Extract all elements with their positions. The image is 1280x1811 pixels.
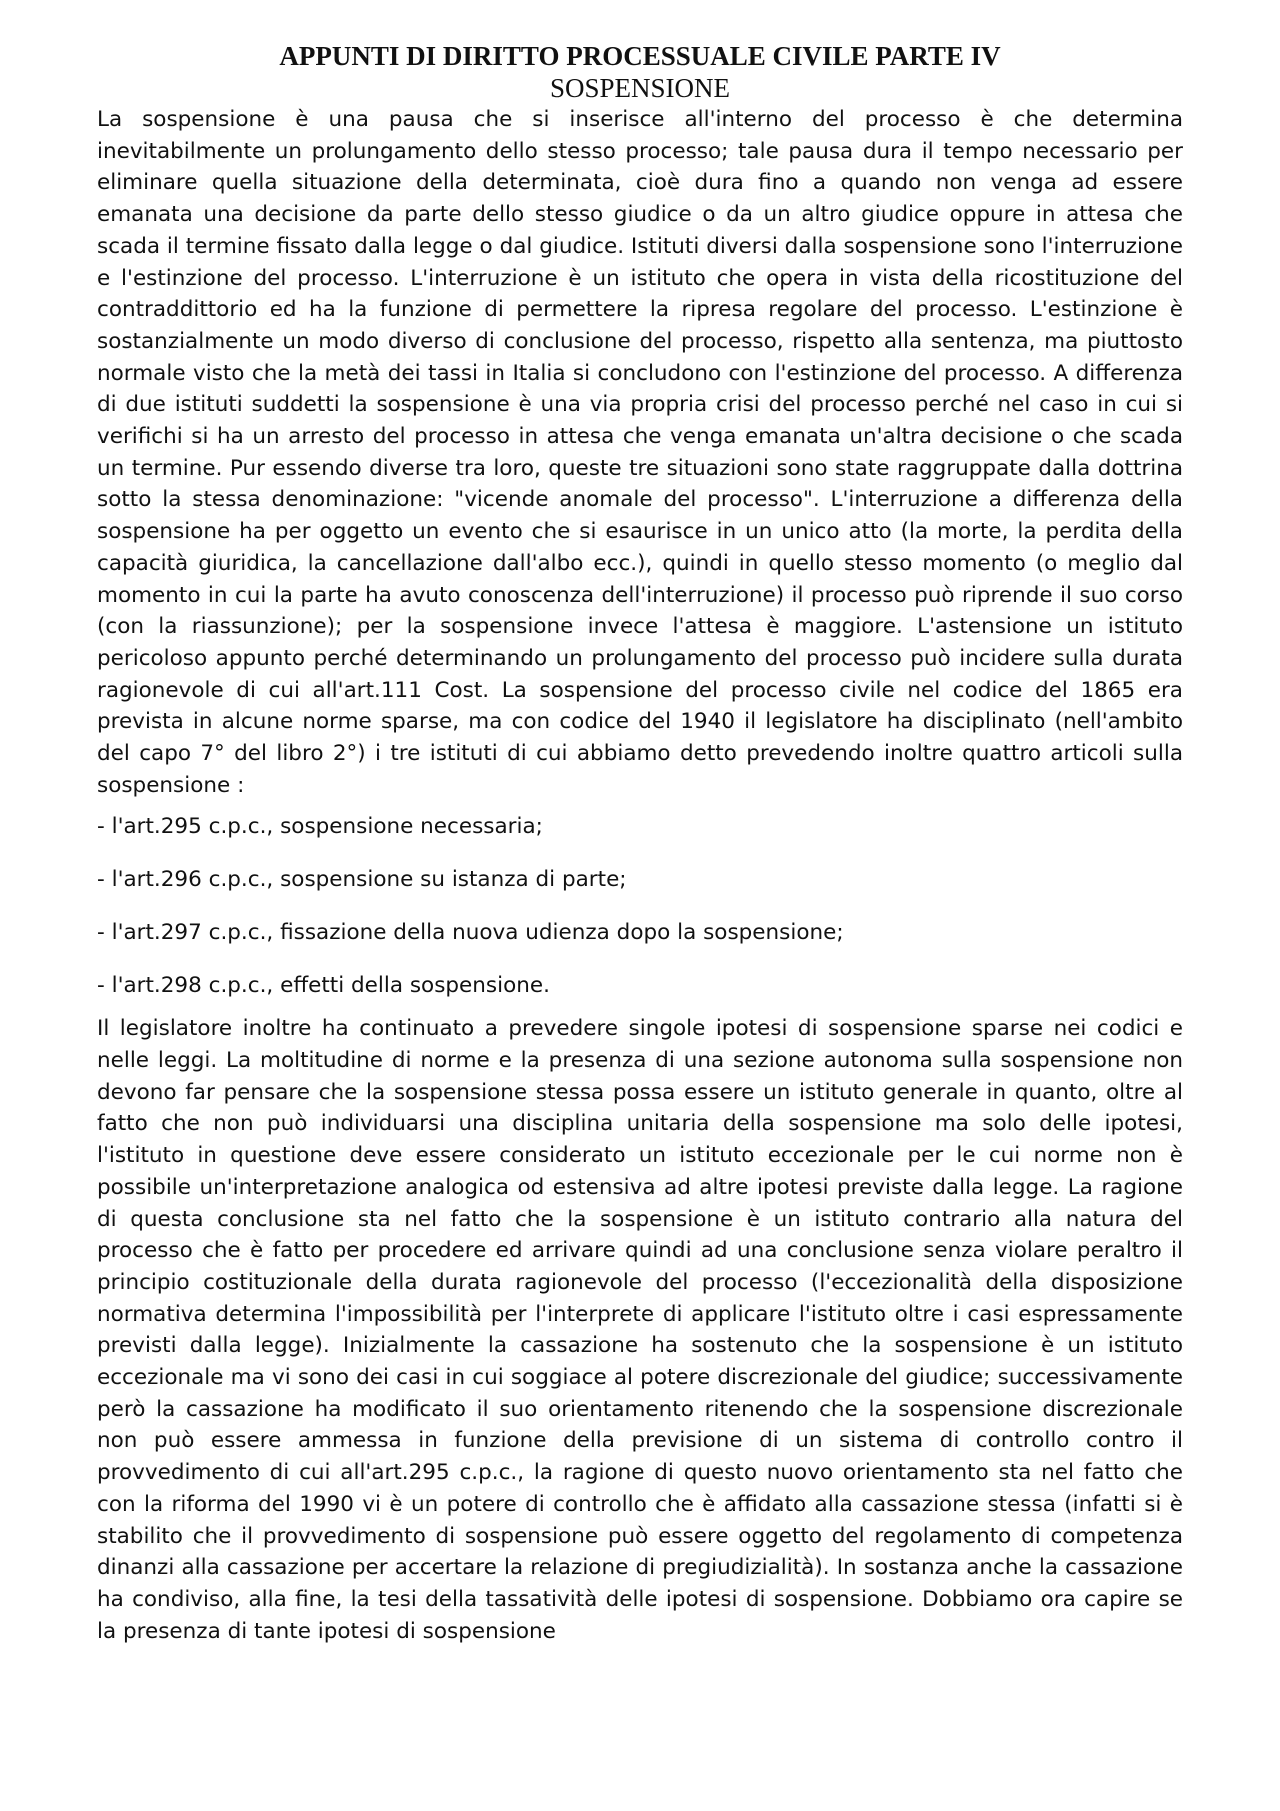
list-item: - l'art.296 c.p.c., sospensione su istanza di parte; <box>97 867 627 893</box>
document-title: APPUNTI DI DIRITTO PROCESSUALE CIVILE PARTE IV <box>279 41 1001 71</box>
paragraph-body: Il legislatore inoltre ha continuato a prevedere singole ipotesi di sospensione sparse nei codici e nelle leggi. La moltitudine di norme e la presenza di una sezione autonoma sulla sospensione non devono far pensare che la sospensione stessa possa essere un istituto generale in quanto, oltre al fatto che non può individuarsi una disciplina unitaria della sospensione ma solo delle ipotesi, l'istituto in questione deve essere considerato un istituto eccezionale per le cui norme non è possibile un'interpretazione analogica od estensiva ad altre ipotesi previste dalla legge. La ragione di questa conclusione sta nel fatto che la sospensione è un istituto contrario alla natura del processo che è fatto per procedere ed arrivare quindi ad una conclusione senza violare peraltro il principio costituzionale della durata ragionevole del processo (l'eccezionalità della disposizione normativa determina l'impossibilità per l'interprete di applicare l'istituto oltre i casi espressamente previsti dalla legge). Inizialmente la cassazione ha sostenuto che la sospensione è un istituto eccezionale ma vi sono dei casi in cui soggiace al potere discrezionale del giudice; successivamente però la cassazione ha modificato il suo orientamento ritenendo che la sospensione discrezionale non può essere ammessa in funzione della previsione di un sistema di controllo contro il provvedimento di cui all'art.295 c.p.c., la ragione di questo nuovo orientamento sta nel fatto che con la riforma del 1990 vi è un potere di controllo che è affidato alla cassazione stessa (infatti si è stabilito che il provvedimento di sospensione può essere oggetto del regolamento di competenza dinanzi alla cassazione per accertare la relazione di pregiudizialità). In sostanza anche la cassazione ha condiviso, alla fine, la tesi della tassatività delle ipotesi di sospensione. Dobbiamo ora capire se la presenza di tante ipotesi di sospensione <box>97 1016 1183 1644</box>
article-list <box>97 811 1183 1001</box>
document-subtitle: SOSPENSIONE <box>549 73 731 103</box>
list-item: - l'art.298 c.p.c., effetti della sospensione. <box>97 972 550 998</box>
paragraph-intro: La sospensione è una pausa che si inserisce all'interno del processo è che determina inevitabilmente un prolungamento dello stesso processo; tale pausa dura il tempo necessario per eliminare quella situazione della determinata, cioè dura fino a quando non venga ad essere emanata una decisione da parte dello stesso giudice o da un altro giudice oppure in attesa che scada il termine fissato dalla legge o dal giudice. Istituti diversi dalla sospensione sono l'interruzione e l'estinzione del processo. L'interruzione è un istituto che opera in vista della ricostituzione del contraddittorio ed ha la funzione di permettere la ripresa regolare del processo. L'estinzione è sostanzialmente un modo diverso di conclusione del processo, rispetto alla sentenza, ma piuttosto normale visto che la metà dei tassi in Italia si concludono con l'estinzione del processo. A differenza di due istituti suddetti la sospensione è una via propria crisi del processo perché nel caso in cui si verifichi si ha un arresto del processo in attesa che venga emanata un'altra decisione o che scada un termine. Pur essendo diverse tra loro, queste tre situazioni sono state raggruppate dalla dottrina sotto la stessa denominazione: "vicende anomale del processo". L'interruzione a differenza della sospensione ha per oggetto un evento che si esaurisce in un unico atto (la morte, la perdita della capacità giuridica, la cancellazione dall'albo ecc.), quindi in quello stesso momento (o meglio dal momento in cui la parte ha avuto conoscenza dell'interruzione) il processo può riprende il suo corso (con la riassunzione); per la sospensione invece l'attesa è maggiore. L'astensione un istituto pericoloso appunto perché determinando un prolungamento del processo può incidere sulla durata ragionevole di cui all'art.111 Cost. La sospensione del processo civile nel codice del 1865 era prevista in alcune norme sparse, ma con codice del 1940 il legislatore ha disciplinato (nell'ambito del capo 7° del libro 2°) i tre istituti di cui abbiamo detto prevedendo inoltre quattro articoli sulla sospensione : <box>97 107 1183 798</box>
list-item: - l'art.295 c.p.c., sospensione necessaria; <box>97 814 543 840</box>
document-page <box>97 40 1183 1647</box>
list-item: - l'art.297 c.p.c., fissazione della nuova udienza dopo la sospensione; <box>97 919 844 945</box>
